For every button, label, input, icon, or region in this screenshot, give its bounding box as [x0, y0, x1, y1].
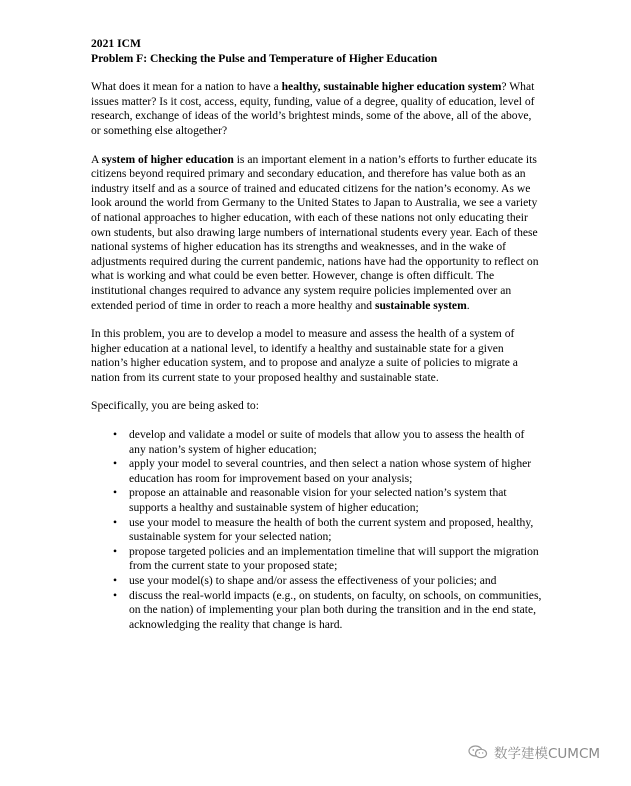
- problem-title: Problem F: Checking the Pulse and Temperature of Higher Education: [91, 51, 438, 65]
- specifically-paragraph: Specifically, you are being asked to:: [91, 399, 259, 413]
- context-text-c: is an important element in a nation’s efforts to further educate its citizens beyond required primary and secondary education, and therefore has value both as an industry itself and as a source of trained and educated citizens for the nation’s economy. As we look around the world from Germany to the United States to Japan to Australia, we see a variety of national approaches to higher education, with each of these nations not only educating their own students, but also drawing large numbers of international students every year. Each of these national systems of higher education has its strengths and weaknesses, and in the wake of adjustments required during the current pandemic, nations have had the opportunity to reflect on what is working and what could be even better. However, change is often difficult. The institutional changes required to advance any system require policies implemented over an extended period of time in order to reach a more healthy and: [91, 152, 539, 312]
- context-text-bold-2: sustainable system: [374, 298, 467, 312]
- bullet-icon: •: [112, 574, 118, 587]
- context-text-a: A: [91, 152, 102, 166]
- list-item: [91, 574, 543, 589]
- list-item-text: propose an attainable and reasonable vision for your selected nation’s system that supports a healthy and sustainable system of higher education;: [129, 486, 507, 515]
- context-paragraph: [91, 153, 543, 314]
- list-item-text: use your model to measure the health of both the current system and proposed, healthy, sustainable system for your selected nation;: [129, 515, 534, 544]
- bullet-icon: •: [112, 515, 118, 529]
- list-item: [91, 545, 543, 574]
- list-item-text: use your model(s) to shape and/or assess the effectiveness of your policies; and: [129, 574, 497, 587]
- list-item-text: discuss the real-world impacts (e.g., on students, on faculty, on schools, on communities, on the nation) of implementing your plan both during the transition and in the end state, acknowledging the reality that change is hard.: [129, 588, 542, 631]
- watermark-text: 数学建模CUMCM: [494, 746, 601, 762]
- wechat-icon: [468, 745, 488, 759]
- intro-text-c: ? What issues matter? Is it cost, access, equity, funding, value of a degree, quality of education, level of research, exchange of ideas of the world’s brightest minds, some of the above, all of the above, or something else altogether?: [91, 80, 535, 137]
- list-item-text: apply your model to several countries, and then select a nation whose system of higher education has room for improvement based on your analysis;: [129, 457, 532, 485]
- bullet-icon: •: [112, 544, 118, 558]
- list-item: [91, 457, 543, 486]
- bullet-icon: •: [112, 588, 118, 602]
- context-text-e: .: [466, 298, 470, 312]
- bullet-icon: •: [112, 428, 118, 442]
- list-item: [91, 486, 543, 515]
- list-item: [91, 428, 543, 457]
- list-item-text: propose targeted policies and an implementation timeline that will support the migration from the current state to your proposed state;: [129, 544, 539, 573]
- intro-text-a: What does it mean for a nation to have a: [91, 80, 282, 94]
- list-item: [91, 516, 543, 545]
- year-line: 2021 ICM: [91, 37, 141, 50]
- context-text-bold-1: system of higher education: [101, 152, 234, 166]
- document-page: [91, 37, 543, 632]
- bullet-icon: •: [112, 486, 118, 500]
- intro-paragraph: [91, 80, 543, 138]
- list-item-text: develop and validate a model or suite of models that allow you to assess the health of any nation’s system of higher education;: [129, 428, 525, 456]
- list-item: [91, 589, 543, 633]
- intro-text-bold: healthy, sustainable higher education system: [281, 80, 502, 94]
- task-paragraph: In this problem, you are to develop a model to measure and assess the health of a system of higher education at a national level, to identify a healthy and sustainable state for a given nation’s higher education system, and to propose and analyze a suite of policies to migrate a nation from its current state to your proposed healthy and sustainable state.: [91, 327, 518, 384]
- requirements-list: [91, 428, 543, 632]
- watermark: [468, 742, 600, 762]
- bullet-icon: •: [112, 457, 118, 471]
